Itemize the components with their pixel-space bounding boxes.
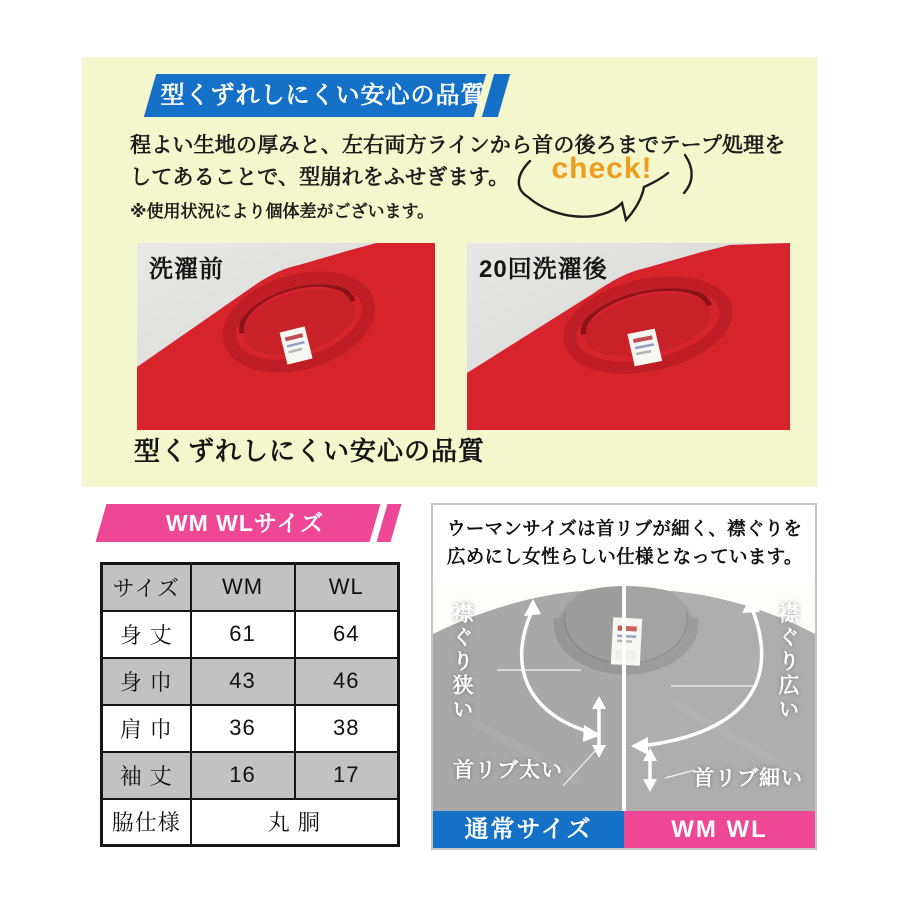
woman-description <box>447 515 803 571</box>
banner-normal-size: 通常サイズ <box>433 811 624 848</box>
rib-thin-label: 首リブ細い <box>693 767 803 790</box>
wm-value: 36 <box>191 705 295 752</box>
wm-value: 61 <box>191 611 295 658</box>
wm-value: 43 <box>191 658 295 705</box>
row-label: 脇仕様 <box>102 799 191 846</box>
size-table-row-body-length <box>102 611 399 658</box>
quality-caption: 型くずれしにくい安心の品質 <box>134 436 486 466</box>
collar-narrow-label: 襟ぐり狭い <box>450 602 473 722</box>
collar-comparison-photo <box>433 582 815 811</box>
photo-after-washing <box>467 243 790 430</box>
size-table-row-side-spec <box>102 799 399 846</box>
wl-value: 17 <box>295 752 399 799</box>
quality-body-line1: 程よい生地の厚みと、左右両方ラインから首の後ろまでテープ処理を <box>130 134 786 157</box>
photo-after-label: 20回洗濯後 <box>479 256 608 283</box>
size-table-row-shoulder-width <box>102 705 399 752</box>
row-label: 身 巾 <box>102 658 191 705</box>
check-bubble <box>502 137 702 229</box>
woman-size-box <box>431 503 817 850</box>
compare-banners <box>433 811 815 848</box>
row-label: 肩 巾 <box>102 705 191 752</box>
wl-value: 64 <box>295 611 399 658</box>
size-table-header-wl: WL <box>295 564 399 611</box>
rib-thick-label: 首リブ太い <box>453 759 563 782</box>
size-ribbon <box>95 504 395 542</box>
quality-ribbon-title: 型くずれしにくい安心の品質 <box>160 82 486 109</box>
wm-value: 16 <box>191 752 295 799</box>
quality-note: ※使用状況により個体差がございます。 <box>130 202 435 221</box>
woman-description-line1: ウーマンサイズは首リブが細く、襟ぐりを <box>447 518 803 539</box>
size-table-header-row <box>102 564 399 611</box>
size-table-header-size: サイズ <box>102 564 191 611</box>
size-table-row-body-width <box>102 658 399 705</box>
woman-description-line2: 広めにし女性らしい仕様となっています。 <box>447 546 803 567</box>
size-table-row-sleeve-length <box>102 752 399 799</box>
check-label: check! <box>551 152 653 185</box>
row-label: 身 丈 <box>102 611 191 658</box>
split-divider <box>622 582 626 811</box>
photo-before-label: 洗濯前 <box>149 256 224 283</box>
photo-before-washing <box>137 243 435 430</box>
size-table-header-wm: WM <box>191 564 295 611</box>
quality-ribbon <box>144 74 502 117</box>
quality-panel <box>82 57 817 487</box>
size-ribbon-title: WM WLサイズ <box>165 510 325 536</box>
quality-body-line2: してあることで、型崩れをふせぎます。 <box>130 166 510 189</box>
collar-wide-label: 襟ぐり広い <box>776 602 799 722</box>
banner-wm-wl: WM WL <box>624 811 815 848</box>
wl-value: 46 <box>295 658 399 705</box>
row-label: 袖 丈 <box>102 752 191 799</box>
size-table <box>100 562 400 847</box>
wl-value: 38 <box>295 705 399 752</box>
spec-value: 丸 胴 <box>191 799 399 846</box>
